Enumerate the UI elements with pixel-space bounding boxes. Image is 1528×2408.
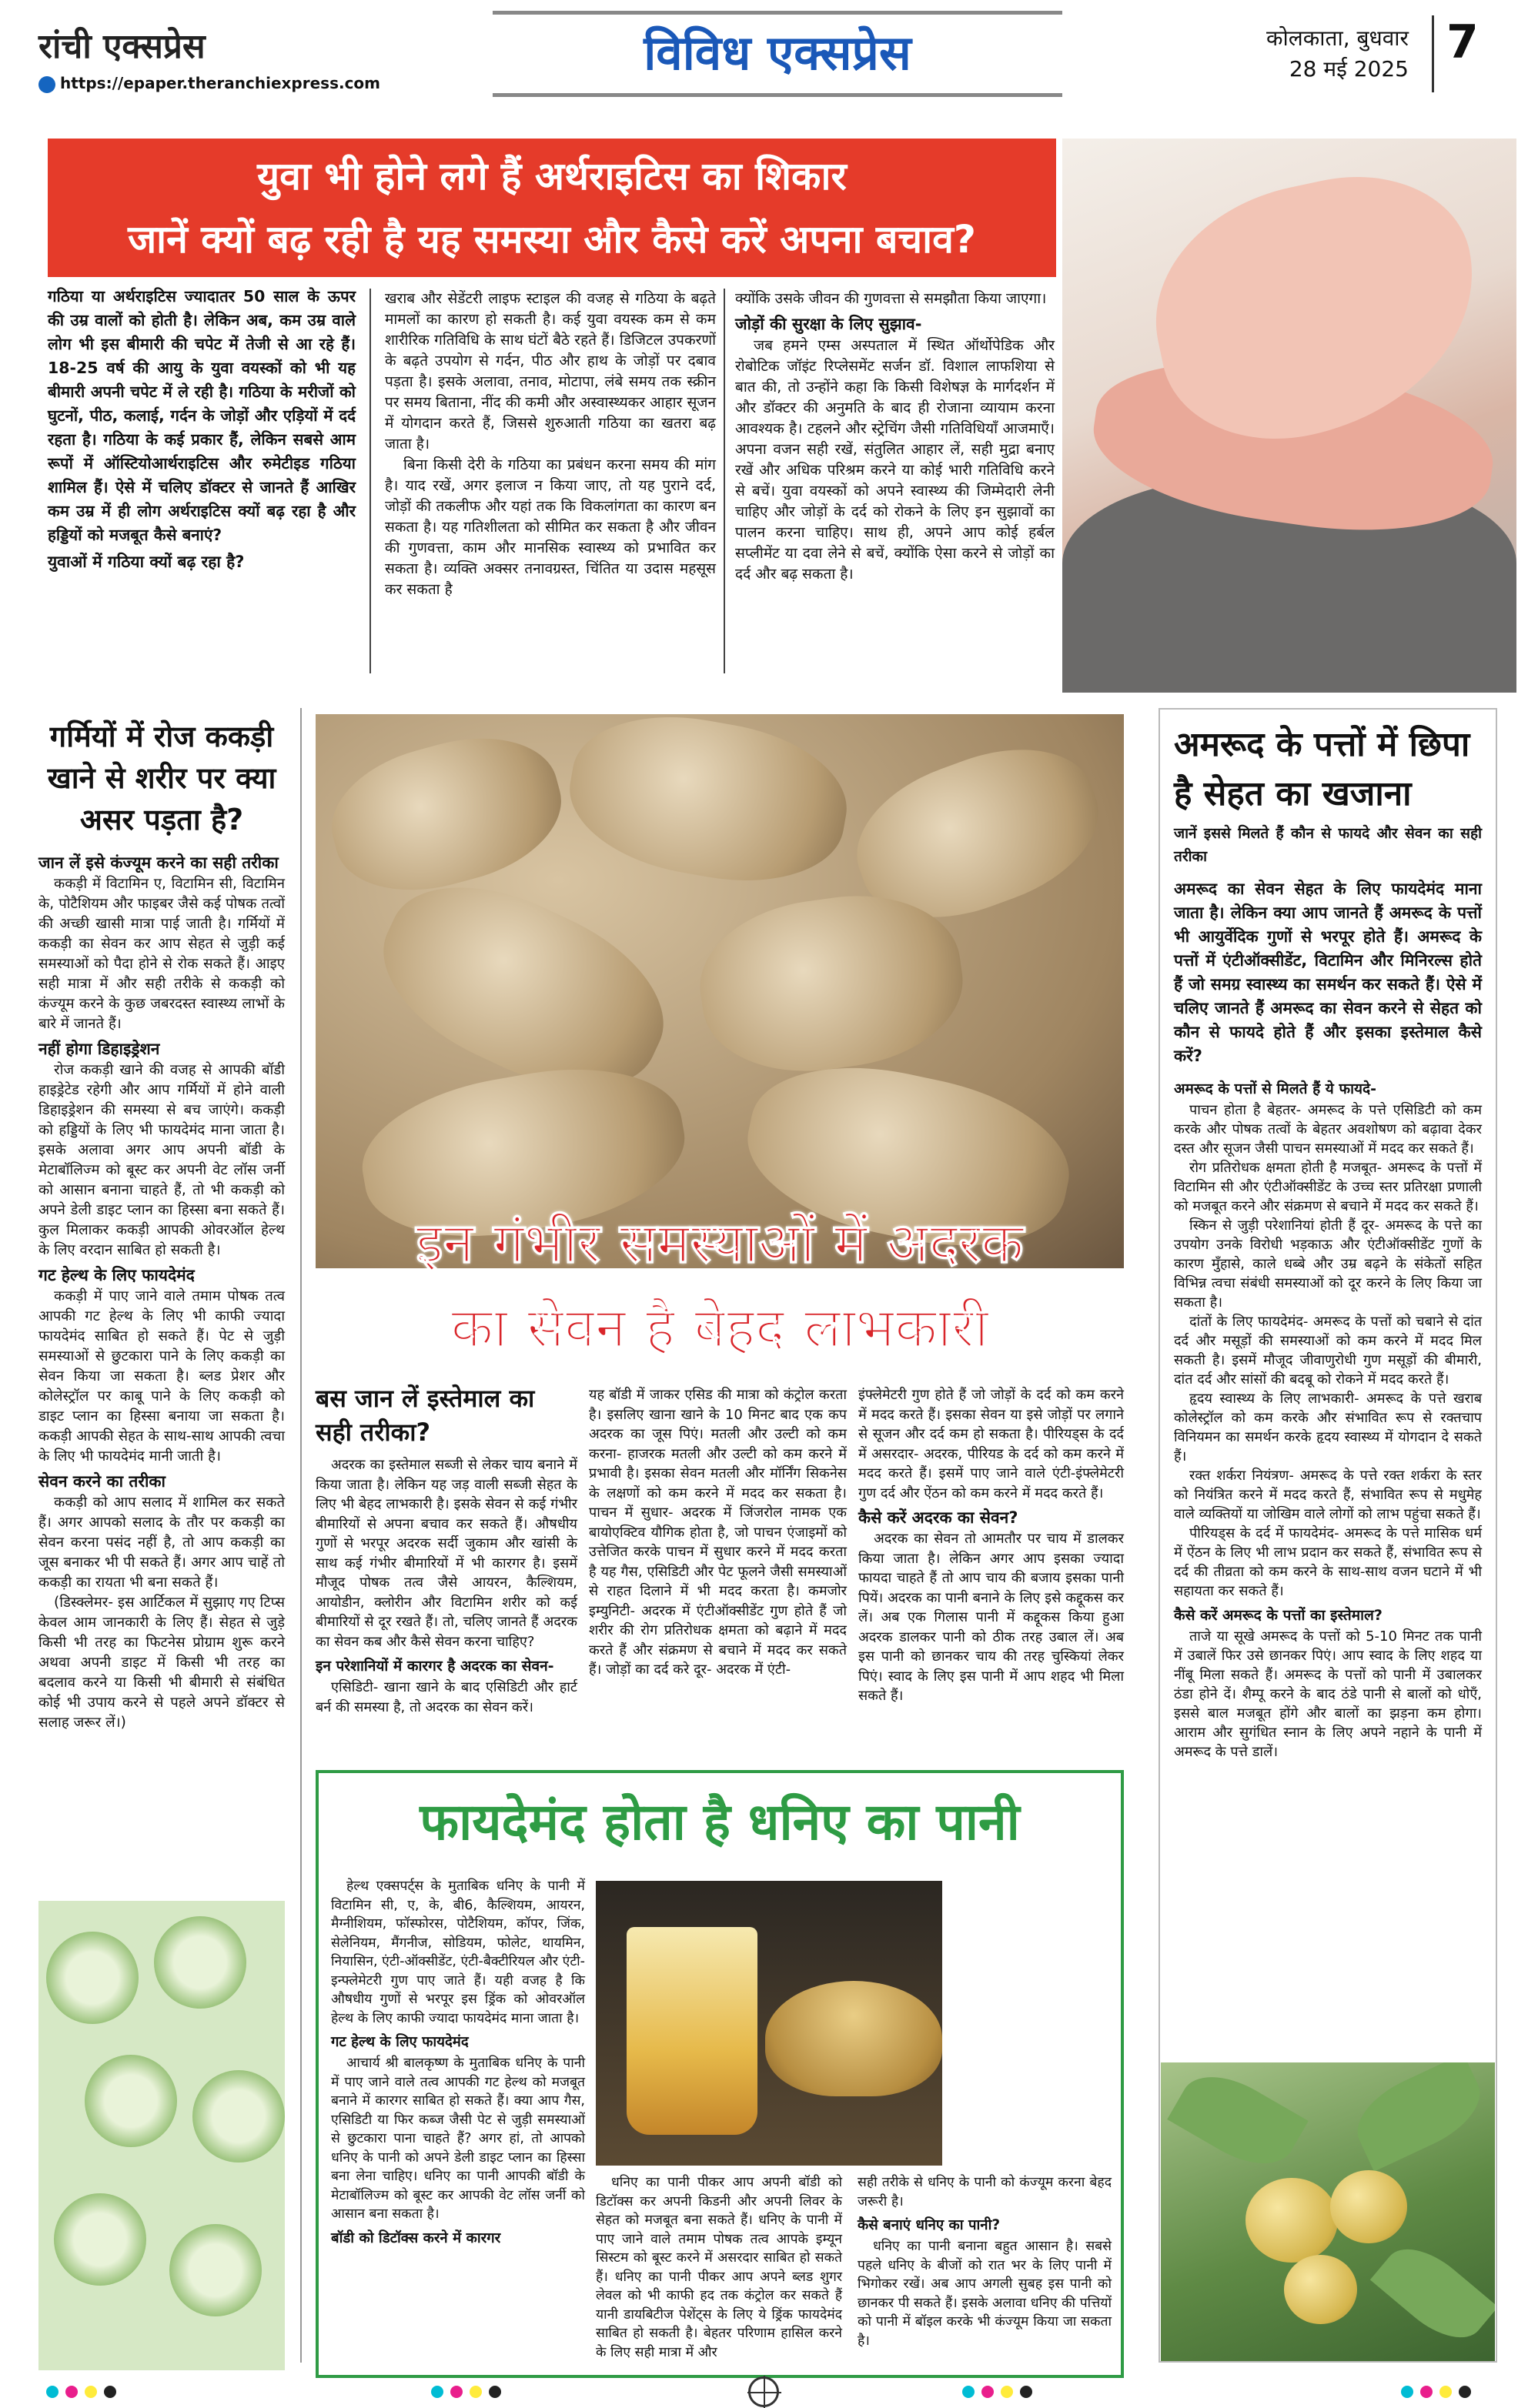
coriander-c1b: आचार्य श्री बालकृष्ण के मुताबिक धनिए के पानी में पाए जाने वाले तत्व आपकी गट हेल्थ को मजबूत बनाने में कारगर साबित हो सकते हैं। क्या आप गैस, एसिडिटी या फिर कब्ज जैसी पेट से जुड़ी समस्याओं से छुटकारा पाना चाहते हैं? अगर हां, तो आपको धनिए के पानी को अपने डेली डाइट प्लान का हिस्सा बना लेना चाहिए। धनिए का पानी आपकी बॉडी के मेटाबॉलिज्म को बूस्ट कर आपकी वेट लॉस जर्नी को आसान बना सकता है। — [331, 2056, 585, 2222]
registration-dot — [104, 2386, 116, 2398]
coriander-sub1: गट हेल्थ के लिए फायदेमंद — [331, 2034, 469, 2050]
registration-dot — [1401, 2386, 1413, 2398]
guava-intro: अमरूद का सेवन सेहत के लिए फायदेमंद माना जाता है। लेकिन क्या आप जानते हैं अमरूद के पत्तों भी आयुर्वेदिक गुणों से भरपूर होते हैं। अमरूद के पत्तों में एंटीऑक्सीडेंट, विटामिन और मिनिरल्स होते हैं जो समग्र स्वास्थ्य का समर्थन कर सकते हैं। ऐसे में चलिए जानते हैं अमरूद का सेवन करने से सेहत को कौन से फायदे होते हैं और इसका इस्तेमाल कैसे करें? — [1174, 880, 1482, 1065]
cucumber-slice — [46, 1932, 139, 2024]
cucumber-slice — [154, 1916, 246, 2009]
ginger-c2: यह बॉडी में जाकर एसिड की मात्रा को कंट्रोल करता है। इसलिए खाना खाने के 10 मिनट बाद एक कप अदरक का जूस पिएं। मतली और उल्टी को कम करना- हाजरक मतली और उल्टी को कम करने में प्रभावी है। इसका सेवन मतली और मॉर्निंग सिकनेस के लक्षणों को कम करने में मदद कर सकता है। पाचन में सुधार- अदरक में जिंजरोल नामक एक बायोएक्टिव यौगिक होता है, जो पाचन एंजाइमों को उत्तेजित करके पाचन में सुधार करने में मदद करता है यह गैस, एसिडिटी और पेट फूलने जैसी समस्याओं से राहत दिलाने में भी मदद करता है। कमजोर इम्युनिटी- अदरक में एंटीऑक्सीडेंट गुण होते हैं जो शरीर की रोग प्रतिरोधक क्षमता को बढ़ाने में मदद करते हैं और संक्रमण से बचाने में मदद कर सकते हैं। जोड़ों का दर्द करे दूर- अदरक में एंटी- — [589, 1387, 847, 1678]
coriander-c3: सही तरीके से धनिए के पानी को कंज्यूम करना बेहद जरूरी है। — [858, 2175, 1112, 2209]
cucumber-slice — [85, 2055, 177, 2147]
crosshair-registration-icon — [748, 2376, 779, 2407]
guava-p1: पाचन होता है बेहतर- अमरूद के पत्ते एसिडिटी को कम करके और पोषक तत्वों के बेहतर अवशोषण को बढ़ावा देकर दस्त और सूजन जैसी पाचन समस्याओं में मदद कर सकते हैं। — [1174, 1102, 1482, 1157]
registration-dot — [85, 2386, 97, 2398]
coriander-headline: फायदेमंद होता है धनिए का पानी — [420, 1792, 1020, 1852]
registration-dot — [46, 2386, 59, 2398]
arthritis-headline-line2: जानें क्यों बढ़ रही है यह समस्या और कैसे करें अपना बचाव? — [128, 217, 976, 262]
guava-body — [1174, 822, 1482, 1762]
cucumber-p2: रोज ककड़ी खाने की वजह से आपकी बॉडी हाइड्रेटेड रहेगी और आप गर्मियों में होने वाली डिहाइड्रेशन की समस्या से बच जाएंगे। ककड़ी को हड्डियों के लिए भी फायदेमंद माना जाता है। इसके अलावा अगर आप अपनी बॉडी के मेटाबॉलिज्म को बूस्ट कर अपनी वेट लॉस जर्नी को आसान बनाना चाहते हैं, तो भी ककड़ी को अपने डेली डाइट प्लान का हिस्सा बना सकते हैं। कुल मिलाकर ककड़ी आपकी ओवरऑल हेल्थ के लिए वरदान साबित हो सकती है। — [38, 1062, 285, 1258]
ginger-sub0: बस जान लें इस्तेमाल का सही तरीका? — [316, 1384, 535, 1447]
divider — [724, 289, 725, 673]
ginger-c3: इंफ्लेमेटरी गुण होते हैं जो जोड़ों के दर्द को कम करने में मदद करते हैं। इसका सेवन या इसे जोड़ों पर लगाने से सूजन और दर्द कम हो सकता है। पीरियड्स के दर्द में असरदार- अदरक, पीरियड के दर्द को कम करने में मदद करते हैं। इसमें पाए जाने वाले एंटी-इंफ्लेमेटरी गुण दर्द और ऐंठन को कम करने में मदद करते हैं। — [858, 1387, 1124, 1501]
arthritis-col3 — [735, 289, 1055, 585]
arthritis-sub-tips: जोड़ों की सुरक्षा के लिए सुझाव- — [735, 315, 922, 333]
guava-p4: दांतों के लिए फायदेमंद- अमरूद के पत्तों को चबाने से दांत दर्द और मसूड़ों की समस्याओं को कम करने में मदद मिल सकती है। इसमें मौजूद जीवाणुरोधी गुण मसूड़ों की बीमारी, दांत दर्द और सांसों की बदबू को रोकने में मदद करते हैं। — [1174, 1314, 1482, 1388]
arthritis-intro: गठिया या अर्थराइटिस ज्यादातर 50 साल के ऊपर की उम्र वालों को होती है। लेकिन अब, कम उम्र वाले लोग भी इस बीमारी की चपेट में तेजी से आ रहे हैं। 18-25 वर्ष की आयु के युवा वयस्कों को भी यह बीमारी अपनी चपेट में ले रही है। गठिया के मरीजों को घुटनों, पीठ, कलाई, गर्दन के जोड़ों और एड़ियों में दर्द रहता है। गठिया के कई प्रकार हैं, लेकिन सबसे आम रूपों में ऑस्टियोआर्थराइटिस और रुमेटीइड गठिया शामिल हैं। ऐसे में चलिए डॉक्टर से जानते हैं आखिर कम उम्र में ही लोग अर्थराइटिस क्यों बढ़ रहा है और हड्डियों को मजबूत कैसे बनाएं? — [48, 287, 356, 544]
coriander-col3 — [858, 2173, 1112, 2350]
guava-photo — [1161, 2062, 1495, 2361]
arthritis-headline-line1: युवा भी होने लगे हैं अर्थराइटिस का शिकार — [257, 154, 847, 199]
registration-dot — [65, 2386, 78, 2398]
guava-p6: रक्त शर्करा नियंत्रण- अमरूद के पत्ते रक्त शर्करा के स्तर को नियंत्रित करने में मदद करते हैं, संभावित रूप से मधुमेह वाले व्यक्तियों या जोखिम वाले लोगों को लाभ पहुंचा सकते हैं। — [1174, 1468, 1482, 1522]
cucumber-slice — [192, 2070, 285, 2163]
registration-dot — [1001, 2386, 1013, 2398]
ginger-root — [558, 714, 858, 899]
guava-sub2: कैसे करें अमरूद के पत्तों का इस्तेमाल? — [1174, 1607, 1383, 1624]
arthritis-col3b-text: जब हमने एम्स अस्पताल में स्थित ऑर्थोपेडिक और रोबोटिक जॉइंट रिप्लेसमेंट सर्जन डॉ. विशाल लाफशिया से बात की, तो उन्होंने कहा कि किसी विशेषज्ञ के मार्गदर्शन में और डॉक्टर की अनुमति के बाद ही रोजाना व्यायाम करना आवश्यक है। टहलने और स्ट्रेचिंग जैसी गतिविधियाँ आजमाएँ। अपना वजन सही रखें, संतुलित आहार लें, सही मुद्रा बनाए रखें और अधिक परिश्रम करने या कोई भारी गतिविधि करने से बचें। युवा वयस्कों को अपने स्वास्थ्य की जिम्मेदारी लेनी चाहिए और जोड़ों के दर्द को रोकने के लिए इन सुझावों का पालन करना चाहिए। साथ ही, अपने आप कोई हर्बल सप्लीमेंट या दवा लेने से बचें, क्योंकि ऐसा करने से जोड़ों का दर्द और बढ़ सकता है। — [735, 337, 1055, 583]
coriander-c1: हेल्थ एक्सपर्ट्स के मुताबिक धनिए के पानी में विटामिन सी, ए, के, बी6, कैल्शियम, आयरन, मैग्नीशियम, फॉस्फोरस, पोटैशियम, कॉपर, जिंक, सेलेनियम, मैंगनीज, सोडियम, फोलेट, थायमिन, नियासिन, एंटी-ऑक्सीडेंट, एंटी-बैक्टीरियल और एंटी-इन्फ्लेमेटरी गुण पाए जाते हैं। यही वजह है कि औषधीय गुणों से भरपूर इस ड्रिंक को ओवरऑल हेल्थ के लिए काफी ज्यादा फायदेमंद माना जाता है। — [331, 1879, 585, 2026]
photo-guava-fruit — [1245, 2178, 1338, 2263]
cucumber-sub2: गट हेल्थ के लिए फायदेमंद — [38, 1266, 195, 1284]
arthritis-col2-text: खराब और सेडेंटरी लाइफ स्टाइल की वजह से गठिया के बढ़ते मामलों का कारण हो सकती है। कई युवा वयस्क कम से कम शारीरिक गतिविधि के साथ घंटों बैठे रहते हैं। डिजिटल उपकरणों के बढ़ते उपयोग से गर्दन, पीठ और हाथ के जोड़ों पर दबाव पड़ता है। इसके अलावा, तनाव, मोटापा, लंबे समय तक स्क्रीन पर समय बिताना, नींद की कमी और अस्वास्थ्यकर आहार सूजन में योगदान करते हैं, जिससे शुरुआती गठिया का खतरा बढ़ जाता है। — [385, 290, 716, 453]
photo-seed-bowl — [765, 1981, 942, 2096]
url-text: https://epaper.theranchiexpress.com — [60, 74, 381, 92]
registration-dot — [1439, 2386, 1452, 2398]
arthritis-col3a-text: क्योंकि उसके जीवन की गुणवत्ता से समझौता किया जाएगा। — [735, 290, 1047, 307]
coriander-article — [316, 1770, 1124, 2378]
section-title: विविध एक्सप्रेस — [493, 11, 1062, 97]
registration-dot — [431, 2386, 443, 2398]
date: 28 मई 2025 — [1289, 56, 1409, 82]
cucumber-p4: ककड़ी को आप सलाद में शामिल कर सकते हैं। अगर आपको सलाद के तौर पर ककड़ी का सेवन करना पसंद नहीं है, तो आप ककड़ी का जूस बनाकर भी पी सकते हैं। अगर आप चाहें तो ककड़ी का रायता भी बना सकते हैं। — [38, 1495, 285, 1591]
cucumber-slice — [54, 2193, 146, 2286]
ginger-headline — [316, 1201, 1124, 1370]
ginger-c1: अदरक का इस्तेमाल सब्जी से लेकर चाय बनाने में किया जाता है। लेकिन यह जड़ वाली सब्जी सेहत के लिए भी बेहद लाभकारी है। इसके सेवन से कई गंभीर बीमारियों से अपना बचाव कर सकते हैं। औषधीय गुणों से भरपूर अदरक सर्दी जुकाम और खांसी के साथ कई गंभीर बीमारियों में भी कारगर है। इसमें मौजूद पोषक तत्व जैसे आयरन, कैल्शियम, आयोडीन, क्लोरीन और विटामिन शरीर को कई बीमारियों से दूर रखते हैं। तो, चलिए जानते हैं अदरक का सेवन कब और कैसे सेवन करना चाहिए? — [316, 1457, 577, 1650]
ginger-sub1: इन परेशानियों में कारगर है अदरक का सेवन- — [316, 1658, 554, 1675]
knee-pain-photo — [1062, 139, 1516, 693]
cucumber-p5: (डिस्क्लेमर- इस आर्टिकल में सुझाए गए टिप्स केवल आम जानकारी के लिए हैं। सेहत से जुड़े किसी भी तरह का फिटनेस प्रोग्राम शुरू करने अथवा अपनी डाइट में किसी भी तरह का बदलाव करने या किसी भी बीमारी से संबंधित कोई भी उपाय करने से पहले अपने डॉक्टर से सलाह जरूर लें।) — [38, 1595, 286, 1731]
cucumber-p3: ककड़ी में पाए जाने वाले तमाम पोषक तत्व आपकी गट हेल्थ के लिए भी काफी ज्यादा फायदेमंद साबित हो सकते हैं। पेट से जुड़ी समस्याओं से छुटकारा पाने के लिए ककड़ी का सेवन किया जा सकता है। ब्लड प्रेशर और कोलेस्ट्रॉल पर काबू पाने के लिए ककड़ी को डाइट प्लान का हिस्सा बनाया जा सकता है। ककड़ी आपकी सेहत के साथ-साथ आपकी त्वचा के लिए भी फायदेमंद मानी जाती है। — [38, 1288, 285, 1465]
coriander-sub2: बॉडी को डिटॉक्स करने में कारगर — [331, 2229, 501, 2246]
coriander-col2 — [596, 2173, 842, 2362]
registration-dot — [981, 2386, 994, 2398]
registration-dot — [489, 2386, 501, 2398]
ginger-c1b: एसिडिटी- खाना खाने के बाद एसिडिटी और हार्ट बर्न की समस्या है, तो अदरक का सेवन करें। — [316, 1679, 577, 1715]
page-number: 7 — [1432, 15, 1479, 92]
registration-dot — [1020, 2386, 1032, 2398]
photo-leaf — [1167, 2062, 1309, 2181]
cucumber-sub1: नहीं होगा डिहाइड्रेशन — [38, 1040, 160, 1058]
ginger-c3b: अदरक का सेवन तो आमतौर पर चाय में डालकर किया जाता है। लेकिन अगर आप इसका ज्यादा फायदा चाहते हैं तो आप चाय की बजाय इसका पानी पियें। अदरक का पानी बनाने के लिए इसे कद्दूकस कर लें। अब एक गिलास पानी में कद्दूकस किया हुआ अदरक डालकर पानी को ठीक तरह उबाल लें। अब इस पानी को छानकर चाय की तरह चुस्कियां लेकर पिएं। स्वाद के लिए इस पानी में आप शहद भी मिला सकते हैं। — [858, 1531, 1124, 1704]
divider — [300, 708, 302, 2363]
photo-leaf — [1370, 2233, 1495, 2354]
globe-icon — [38, 76, 55, 93]
cucumber-sub0: जान लें इसे कंज्यूम करने का सही तरीका — [38, 853, 279, 872]
guava-sub1: अमरूद के पत्तों से मिलते हैं ये फायदे- — [1174, 1080, 1376, 1097]
arthritis-headline — [48, 139, 1056, 277]
cucumber-body — [38, 851, 285, 1733]
arthritis-col2 — [385, 289, 716, 600]
coriander-col1 — [331, 1877, 585, 2250]
guava-p8: ताजे या सूखे अमरूद के पत्तों को 5-10 मिनट तक पानी में उबालें फिर उसे छानकर पिएं। आप स्वाद के लिए शहद या नींबू मिला सकते हैं। अमरूद के पत्तों को पानी में उबालकर ठंडा होने दें। शैम्पू करने के बाद ठंडे पानी से बालों को धोएँ, इससे बाल मजबूत होंगे और बालों का झड़ना कम होगा। आराम और सुगंधित स्नान के लिए अपने नहाने के पानी में अमरूद के पत्ते डालें। — [1174, 1628, 1482, 1760]
divider — [369, 289, 371, 673]
guava-p7: पीरियड्स के दर्द में फायदेमंद- अमरूद के पत्ते मासिक धर्म में ऐंठन के लिए भी लाभ प्रदान कर सकते हैं, संभावित रूप से दर्द की तीव्रता को कम करने के साथ-साथ वजन घटाने में भी सहायता कर सकते हैं। — [1174, 1525, 1482, 1599]
city-day: कोलकाता, बुधवार — [1266, 25, 1409, 51]
cucumber-p1: ककड़ी में विटामिन ए, विटामिन सी, विटामिन के, पोटैशियम और फाइबर जैसे कई पोषक तत्वों की अच्छी खासी मात्रा पाई जाती है। गर्मियों में ककड़ी का सेवन कर आप सेहत से जुड़ी कई समस्याओं को पैदा होने से रोक सकते हैं। आइए सही मात्रा में और सही तरीके से ककड़ी को कंज्यूम करने के कुछ जबरदस्त स्वास्थ्य लाभों के बारे में जानते हैं। — [38, 876, 285, 1032]
cucumber-article — [38, 708, 285, 1978]
photo-glass — [627, 1927, 757, 2135]
ginger-headline-line2: का सेवन है बेहद लाभकारी — [450, 1295, 989, 1360]
guava-p2: रोग प्रतिरोधक क्षमता होती है मजबूत- अमरूद के पत्तों में विटामिन सी और एंटीऑक्सीडेंट के उच्च स्तर प्रतिरक्षा प्रणाली को मजबूत करने और संक्रमण से बचाने में मदद कर सकते हैं। — [1174, 1160, 1482, 1214]
guava-sub0: जानें इससे मिलते हैं कौन से फायदे और सेवन का सही तरीका — [1174, 825, 1482, 865]
registration-dot — [1420, 2386, 1433, 2398]
ginger-root — [317, 717, 576, 911]
registration-dot — [450, 2386, 463, 2398]
registration-dot — [962, 2386, 975, 2398]
registration-dot — [470, 2386, 482, 2398]
arthritis-sub-why: युवाओं में गठिया क्यों बढ़ रहा है? — [48, 553, 245, 571]
cucumber-sub3: सेवन करने का तरीका — [38, 1472, 166, 1491]
photo-guava-fruit — [1330, 2170, 1407, 2243]
masthead-logo: रांची एक्सप्रेस — [38, 27, 206, 66]
cucumber-slice — [169, 2224, 262, 2316]
ginger-col3 — [858, 1385, 1124, 1706]
photo-leaf — [1345, 2062, 1493, 2172]
photo-guava-fruit — [1284, 2255, 1357, 2324]
coriander-c3b: धनिए का पानी बनाना बहुत आसान है। सबसे पहले धनिए के बीजों को रात भर के लिए पानी में भिगोकर रखें। अब आप अगली सुबह इस पानी को छानकर पी सकते हैं। इसके अलावा धनिए की पत्तियों को पानी में बॉइल करके भी कंज्यूम किया जा सकता है। — [858, 2239, 1112, 2349]
coriander-sub3: कैसे बनाएं धनिए का पानी? — [858, 2217, 1001, 2233]
arthritis-col2b-text: बिना किसी देरी के गठिया का प्रबंधन करना समय की मांग है। याद रखें, अगर इलाज न किया जाए, तो यह पुराने दर्द, जोड़ों की तकलीफ और यहां तक कि विकलांगता का कारण बन सकता है। यह गतिशीलता को सीमित कर सकता है और जीवन की गुणवत्ता, काम और मानसिक स्वास्थ्य को प्रभावित कर सकता है। व्यक्ति अक्सर तनावग्रस्त, चिंतित या उदास महसूस कर सकता है — [385, 456, 716, 598]
coriander-water-photo — [596, 1881, 942, 2166]
arthritis-col1 — [48, 285, 356, 573]
ginger-col1 — [316, 1381, 577, 1717]
ginger-photo — [316, 714, 1124, 1268]
guava-p5: हृदय स्वास्थ्य के लिए लाभकारी- अमरूद के पत्ते खराब कोलेस्ट्रॉल को कम करके और संभावित रूप से रक्तचाप विनियमन का समर्थन करके हृदय स्वास्थ्य में योगदान दे सकते हैं। — [1174, 1391, 1482, 1465]
ginger-sub2: कैसे करें अदरक का सेवन? — [858, 1508, 1018, 1527]
cucumber-headline: गर्मियों में रोज ककड़ी खाने से शरीर पर क्या असर पड़ता है? — [47, 720, 276, 837]
ginger-headline-line1: इन गंभीर समस्याओं में अदरक — [416, 1211, 1024, 1275]
dateline — [1239, 23, 1409, 85]
ginger-col2 — [589, 1385, 847, 1680]
epaper-url[interactable] — [38, 74, 380, 93]
cucumber-photo — [38, 1901, 285, 2370]
registration-dot — [1459, 2386, 1471, 2398]
guava-p3: स्किन से जुड़ी परेशानियां होती हैं दूर- अमरूद के पत्ते का उपयोग उनके विरोधी भड़काऊ और एंटीऑक्सीडेंट गुणों के कारण मुँहासे, काले धब्बे और उम्र बढ़ने के संकेतों सहित विभिन्न त्वचा संबंधी समस्याओं को दूर करने के लिए किया जा सकता है। — [1174, 1217, 1482, 1311]
coriander-c2: धनिए का पानी पीकर आप अपनी बॉडी को डिटॉक्स कर अपनी किडनी और अपनी लिवर के सेहत को मजबूत बना सकते हैं। धनिए के पानी में पाए जाने वाले तमाम पोषक तत्व आपके इम्यून सिस्टम को बूस्ट करने में असरदार साबित हो सकते हैं। धनिए का पानी पीकर आप अपने ब्लड शुगर लेवल को भी काफी हद तक कंट्रोल कर सकते हैं यानी डायबिटीज पेशेंट्स के लिए ये ड्रिंक फायदेमंद साबित हो सकती है। बेहतर परिणाम हासिल करने के लिए सही मात्रा में और — [596, 2175, 842, 2360]
guava-headline: अमरूद के पत्तों में छिपा है सेहत का खजाना — [1174, 725, 1470, 813]
